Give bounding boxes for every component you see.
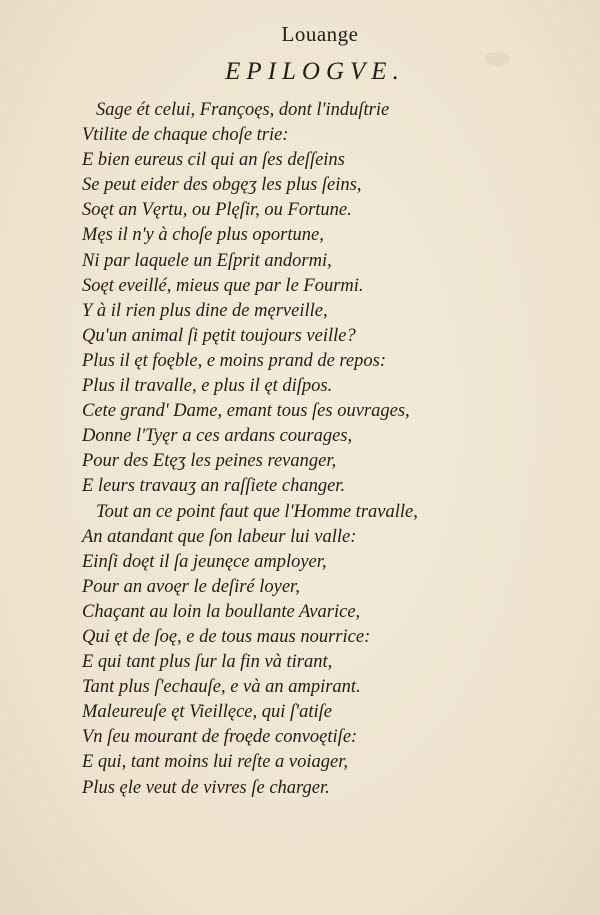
verse-line: Qu'un animal ſi pętit toujours veille? (82, 325, 356, 346)
verse-line: Pour des Etęʒ les peines revanger, (82, 451, 337, 472)
verse-line: E leurs travauʒ an raſſiete changer. (82, 476, 346, 497)
verse-line: Se peut eider des obgęʒ les plus ſeins, (82, 175, 362, 196)
verse-line: An atandant que ſon labeur lui valle: (82, 526, 357, 547)
verse-line: E qui tant plus ſur la fin và tirant, (82, 652, 333, 673)
verse-line: Vtilite de chaque choſe trie: (82, 125, 289, 146)
verse-line: Tout an ce point faut que l'Homme travalle, (96, 501, 418, 522)
verse-line: Soęt an Vęrtu, ou Plęſir, ou Fortune. (82, 200, 352, 221)
verse-line: E bien eureus cil qui an ſes deſſeins (82, 150, 345, 171)
verse-line: Plus ęle veut de vivres ſe charger. (82, 777, 330, 798)
verse-line: Qui ęt de ſoę, e de tous maus nourrice: (82, 626, 371, 647)
verse-line: Ni par laquele un Eſprit andormi, (82, 250, 332, 271)
verse-line: E qui, tant moins lui reſte a voiager, (82, 752, 349, 773)
verse-line: Vn ſeu mourant de froęde convoętiſe: (82, 727, 358, 748)
verse-line: Męs il n'y à choſe plus oportune, (82, 225, 324, 246)
verse-line: Donne l'Tyęr a ces ardans courages, (82, 426, 353, 447)
verse-line: Tant plus ſ'echauſe, e và an ampirant. (82, 677, 361, 698)
verse-line: Cete grand' Dame, emant tous ſes ouvrages, (82, 401, 410, 422)
running-head: Louange (281, 22, 359, 46)
verse-line: Chaçant au loin la boullante Avarice, (82, 601, 361, 622)
verse-line: Pour an avoęr le deſiré loyer, (82, 576, 300, 597)
verse-line: Soęt eveillé, mieus que par le Fourmi. (82, 275, 364, 296)
verse-line: Plus il ęt foęble, e moins prand de repos: (82, 350, 387, 371)
section-title: EPILOGVE. (225, 58, 405, 85)
verse-line: Sage ét celui, Françoęs, dont l'induſtrie (96, 100, 390, 120)
verse-line: Einſi doęt il ſa jeunęce amployer, (82, 551, 327, 572)
verse-block (82, 98, 562, 801)
verse-line: Plus il travalle, e plus il ęt diſpos. (82, 376, 333, 397)
verse-line: Maleureuſe ęt Vieillęce, qui ſ'atiſe (82, 702, 333, 723)
verse-line: Y à il rien plus dine de męrveille, (82, 300, 328, 321)
